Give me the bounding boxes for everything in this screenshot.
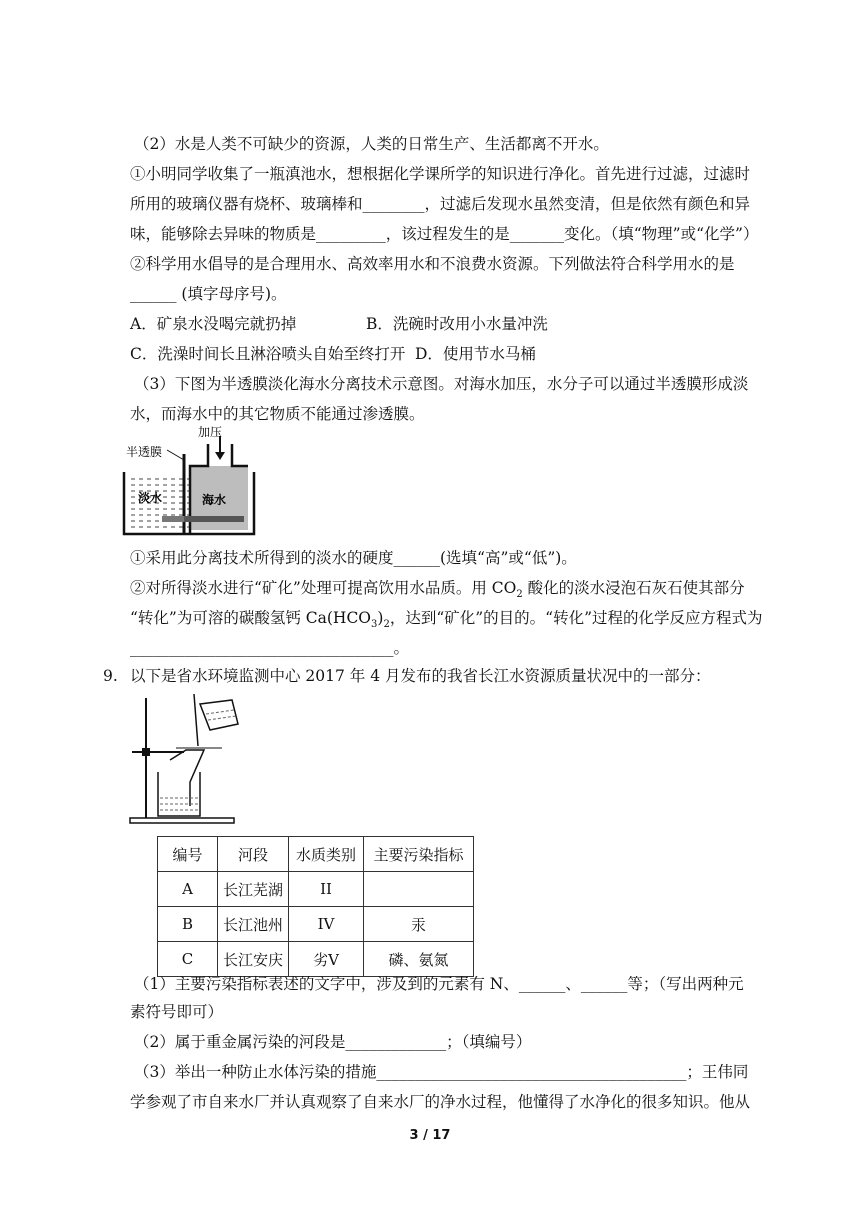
table-cell: 长江安庆: [218, 942, 289, 977]
table-cell: 长江芜湖: [218, 872, 289, 907]
table-cell: B: [158, 907, 218, 942]
q8-p2-intro: （2）水是人类不可缺少的资源，人类的日常生产、生活都离不开水。: [134, 135, 609, 153]
text-span: ②对所得淡水进行“矿化”处理可提高饮用水品质。用 CO: [130, 579, 517, 597]
sea-water-label: 海水: [202, 493, 227, 507]
q8-p2-a-line2: 所用的玻璃仪器有烧杯、玻璃棒和________，过滤后发现水虽然变清，但是依然有颜色和异: [130, 195, 751, 213]
q8-p3-b-line1: [130, 578, 745, 605]
q8-p3-a: ①采用此分离技术所得到的淡水的硬度______(选填“高”或“低”)。: [130, 549, 577, 567]
table-cell: II: [289, 872, 364, 907]
table-cell: IV: [289, 907, 364, 942]
q9-s1-line2: 素符号即可）: [130, 1003, 224, 1021]
fresh-water-label: 淡水: [138, 491, 163, 505]
q8-p3-line2: 水，而海水中的其它物质不能通过渗透膜。: [130, 405, 425, 423]
table-row: [158, 872, 474, 907]
option-d: D．使用节水马桶: [415, 345, 536, 363]
table-cell: 磷、氨氮: [364, 942, 474, 977]
option-a: A．矿泉水没喝完就扔掉: [130, 315, 297, 333]
q9-number: 9.: [103, 667, 118, 685]
text-span: ，达到“矿化”的目的。“转化”过程的化学反应方程式为: [389, 609, 763, 627]
header-cell: 主要污染指标: [364, 837, 474, 872]
water-quality-table: [157, 836, 474, 977]
table-cell: 汞: [364, 907, 474, 942]
table-cell: [364, 872, 474, 907]
table-row: [158, 907, 474, 942]
filtration-apparatus: [128, 690, 240, 826]
q9-intro: 以下是省水环境监测中心 2017 年 4 月发布的我省长江水资源质量状况中的一部分：: [130, 667, 711, 685]
q9-s3-line1: （3）举出一种防止水体污染的措施________________________________________；王伟同: [134, 1063, 749, 1081]
q9-s1-line1: （1）主要污染指标表述的文字中，涉及到的元素有 N、______、______等；（写出两种元: [134, 975, 744, 993]
text-span: “转化”为可溶的碳酸氢钙 Ca(HCO: [130, 609, 372, 627]
q8-p3-b-line3: __________________________________。: [130, 639, 410, 657]
q8-p2-a-line3: 味，能够除去异味的物质是_________，该过程发生的是_______变化。（填“物理”或“化学”）: [130, 225, 759, 243]
q9-s3-line2: 学参观了市自来水厂并认真观察了自来水厂的净水过程，他懂得了水净化的很多知识。他从: [130, 1093, 751, 1111]
q8-p2-b-line2: ______ (填字母序号)。: [130, 285, 287, 303]
subscript: 3: [371, 619, 378, 631]
membrane-label: 半透膜: [126, 445, 163, 459]
subscript: 2: [383, 619, 390, 631]
text-span: 酸化的淡水浸泡石灰石使其部分: [522, 579, 745, 597]
membrane-diagram: [122, 422, 262, 540]
q8-p3-line1: （3）下图为半透膜淡化海水分离技术示意图。对海水加压，水分子可以通过半透膜形成淡: [134, 375, 749, 393]
option-b: B．洗碗时改用小水量冲洗: [366, 315, 548, 333]
option-c: C．洗澡时间长且淋浴喷头自始至终打开: [130, 345, 406, 363]
table-row: [158, 942, 474, 977]
header-cell: 水质类别: [289, 837, 364, 872]
table-cell: 长江池州: [218, 907, 289, 942]
table-cell: A: [158, 872, 218, 907]
text-span: ): [377, 609, 384, 627]
table-header-row: [158, 837, 474, 872]
q8-p2-a-line1: ①小明同学收集了一瓶滇池水，想根据化学课所学的知识进行净化。首先进行过滤，过滤时: [130, 165, 751, 183]
header-cell: 编号: [158, 837, 218, 872]
table-cell: C: [158, 942, 218, 977]
q9-s2: （2）属于重金属污染的河段是_____________；（填编号）: [134, 1033, 532, 1051]
header-cell: 河段: [218, 837, 289, 872]
subscript: 2: [516, 589, 523, 601]
table-cell: 劣V: [289, 942, 364, 977]
pressure-label: 加压: [198, 425, 223, 439]
q8-p3-b-line2: [130, 608, 763, 635]
page-number: 3 / 17: [409, 1128, 451, 1143]
q8-p2-b-line1: ②科学用水倡导的是合理用水、高效率用水和不浪费水资源。下列做法符合科学用水的是: [130, 255, 735, 273]
